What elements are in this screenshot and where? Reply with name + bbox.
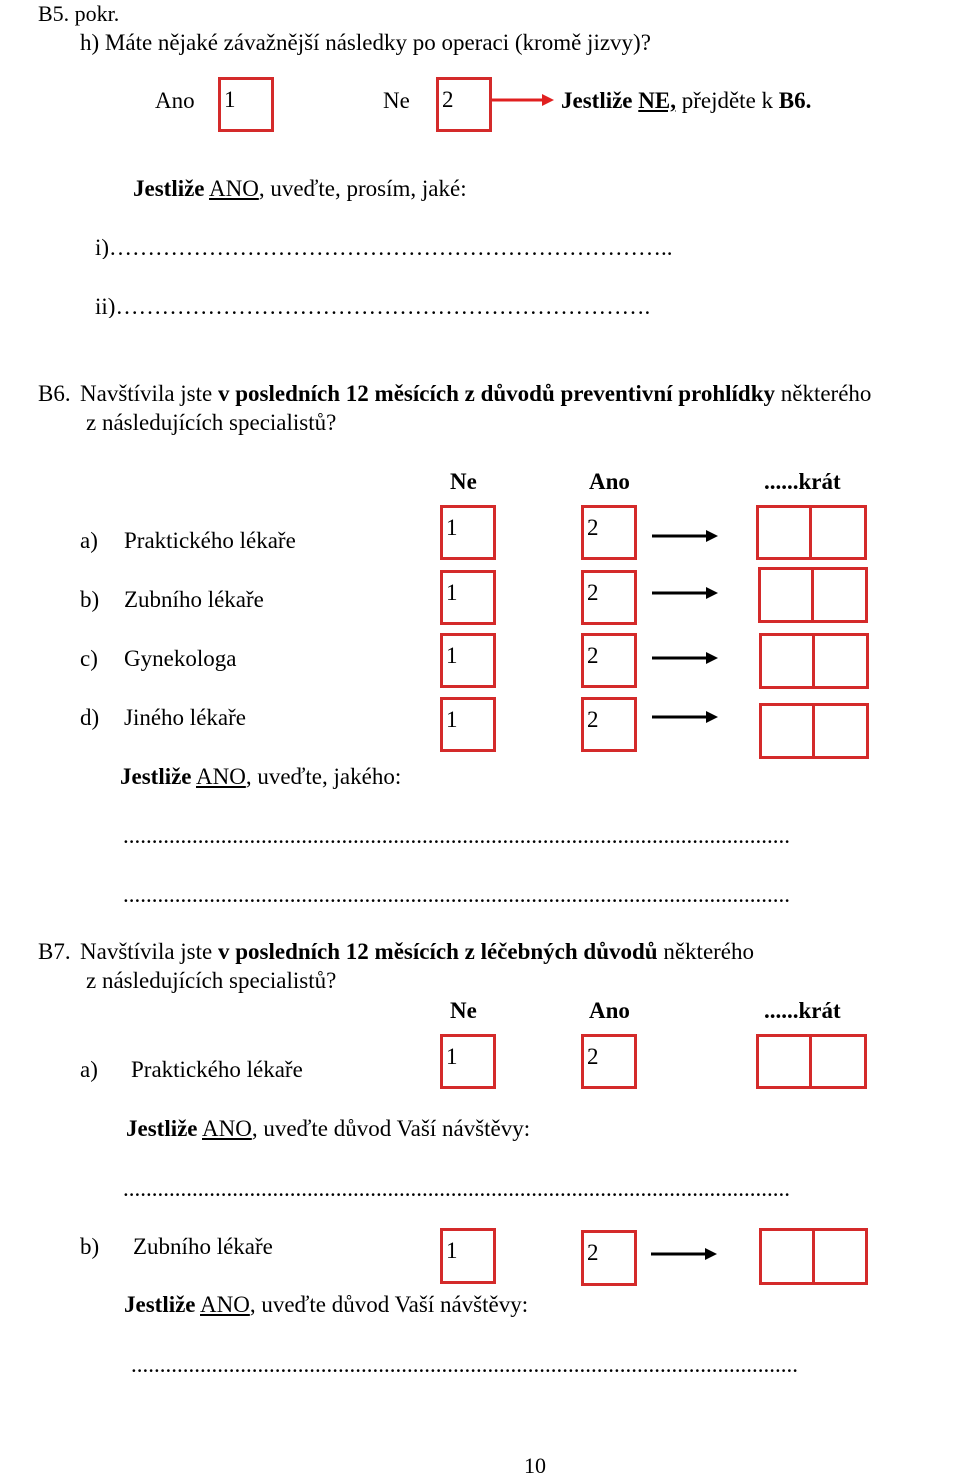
skip-rest: přejděte k: [681, 88, 774, 113]
b7-a-if-ano: ANO: [202, 1116, 252, 1141]
ne-code: 2: [442, 87, 454, 112]
b6-row-c-ne-code: 1: [446, 643, 458, 668]
answer-line-ii[interactable]: ii)…………………………………………………………….: [95, 295, 651, 318]
b6-row-d-ne-code: 1: [446, 707, 458, 732]
b6-row-d-ano-code: 2: [587, 707, 599, 732]
b7-a-answer-line[interactable]: ....................................................................................................................: [123, 1177, 790, 1200]
b6-row-b-letter: b): [80, 587, 100, 612]
b6-row-b-count-digit1[interactable]: [758, 567, 814, 623]
b6-col-ne: Ne: [450, 469, 477, 494]
b7-b-answer-line[interactable]: ....................................................................................................................: [131, 1353, 798, 1376]
b6-row-b-ne-code: 1: [446, 580, 458, 605]
b6-q-pre: Navštívila jste: [80, 381, 213, 406]
b7-row-a-ano-code: 2: [587, 1044, 599, 1069]
ano-label: Ano: [155, 88, 195, 113]
if-ano: ANO: [209, 176, 259, 201]
b7-col-krat: ......krát: [764, 998, 841, 1023]
b6-row-a-ano-checkbox[interactable]: [581, 505, 637, 560]
b6-row-c-ne-checkbox[interactable]: [440, 633, 496, 688]
b6-row-b-label: Zubního lékaře: [124, 587, 264, 612]
b6-question: [80, 382, 871, 405]
b7-b-if-label: Jestliže: [124, 1292, 196, 1317]
skip-instruction: [561, 89, 811, 112]
b7-row-a-count-digit1[interactable]: [756, 1034, 812, 1089]
arrow-right-icon: [651, 1246, 719, 1262]
b7-q-post: některého: [663, 939, 755, 964]
b6-row-b-ano-checkbox[interactable]: [581, 570, 637, 625]
answer-line-i[interactable]: i)………………………………………………………………..: [95, 236, 673, 259]
b7-row-b-label: Zubního lékaře: [133, 1234, 273, 1259]
b7-q-bold: v posledních 12 měsících z léčebných důvodů: [217, 939, 658, 964]
b6-row-a-label: Praktického lékaře: [124, 528, 296, 553]
b7-row-a-letter: a): [80, 1057, 98, 1082]
arrow-right-icon: [652, 650, 720, 666]
b7-row-b-count-digit1[interactable]: [759, 1228, 815, 1285]
b6-row-c-label: Gynekologa: [124, 646, 237, 671]
skip-target: B6.: [778, 88, 812, 113]
b6-row-c-ano-checkbox[interactable]: [581, 633, 637, 688]
red-arrow-icon: [492, 92, 556, 108]
b6-row-d-count-digit1[interactable]: [759, 703, 815, 759]
b6-if-rest: , uveďte, jakého:: [245, 764, 402, 789]
b6-if-label: Jestliže: [120, 764, 192, 789]
b6-row-d-ne-checkbox[interactable]: [440, 697, 496, 752]
if-label: Jestliže: [133, 176, 205, 201]
b6-row-c-ano-code: 2: [587, 643, 599, 668]
b6-row-a-count-digit1[interactable]: [756, 505, 812, 560]
b6-row-a-letter: a): [80, 528, 98, 553]
b7-row-b-ano-checkbox[interactable]: [581, 1230, 637, 1286]
b6-q-post: některého: [780, 381, 872, 406]
b6-row-b-ano-code: 2: [587, 580, 599, 605]
b6-row-a-ano-code: 2: [587, 515, 599, 540]
section-number-b7: B7.: [38, 939, 71, 964]
if-ano-instruction: [133, 177, 467, 200]
section-number-b6: B6.: [38, 381, 71, 406]
b6-if-ano: ANO: [196, 764, 246, 789]
b7-row-b-letter: b): [80, 1234, 100, 1259]
b6-row-a-ne-checkbox[interactable]: [440, 505, 496, 560]
b6-answer-line-1[interactable]: ....................................................................................................................: [123, 824, 790, 847]
b7-a-if-label: Jestliže: [126, 1116, 198, 1141]
skip-if-label: Jestliže: [561, 88, 633, 113]
arrow-right-icon: [652, 528, 720, 544]
ano-checkbox[interactable]: [218, 77, 274, 132]
b7-row-a-count-digit2[interactable]: [809, 1034, 867, 1089]
b7-a-if-rest: , uveďte důvod Vaší návštěvy:: [251, 1116, 531, 1141]
skip-ne: NE,: [638, 88, 676, 113]
ano-code: 1: [224, 87, 236, 112]
b7-col-ano: Ano: [589, 998, 630, 1023]
b7-row-b-ne-code: 1: [446, 1238, 458, 1263]
b7-b-if-ano-instruction: [124, 1293, 528, 1316]
b7-b-if-ano: ANO: [200, 1292, 250, 1317]
b7-b-if-rest: , uveďte důvod Vaší návštěvy:: [249, 1292, 529, 1317]
arrow-right-icon: [652, 709, 720, 725]
ne-label: Ne: [383, 88, 410, 113]
b6-col-krat: ......krát: [764, 469, 841, 494]
b7-row-b-ne-checkbox[interactable]: [440, 1228, 496, 1284]
b7-row-b-count-digit2[interactable]: [812, 1228, 868, 1285]
question-h: h) Máte nějaké závažnější následky po operaci (kromě jizvy)?: [80, 30, 651, 55]
page-number: 10: [524, 1453, 546, 1478]
b7-a-if-ano-instruction: [126, 1117, 530, 1140]
b6-row-c-count-digit1[interactable]: [759, 633, 815, 689]
b7-question: [80, 940, 754, 963]
b7-row-b-ano-code: 2: [587, 1240, 599, 1265]
b6-row-b-ne-checkbox[interactable]: [440, 570, 496, 625]
b6-row-c-letter: c): [80, 646, 98, 671]
b7-row-a-ne-code: 1: [446, 1044, 458, 1069]
b6-question-line2: z následujících specialistů?: [86, 410, 337, 435]
b6-row-d-label: Jiného lékaře: [124, 705, 246, 730]
b6-answer-line-2[interactable]: ....................................................................................................................: [123, 883, 790, 906]
b6-q-bold: v posledních 12 měsících z důvodů preventivní prohlídky: [217, 381, 775, 406]
b7-q-pre: Navštívila jste: [80, 939, 213, 964]
b7-row-a-ne-checkbox[interactable]: [440, 1034, 496, 1089]
b6-if-ano-instruction: [120, 765, 401, 788]
b6-row-a-ne-code: 1: [446, 515, 458, 540]
b6-row-d-ano-checkbox[interactable]: [581, 697, 637, 752]
b7-row-a-ano-checkbox[interactable]: [581, 1034, 637, 1089]
b6-row-d-letter: d): [80, 705, 100, 730]
b6-row-d-count-digit2[interactable]: [812, 703, 869, 759]
b6-row-a-count-digit2[interactable]: [809, 505, 867, 560]
b6-col-ano: Ano: [589, 469, 630, 494]
arrow-right-icon: [652, 585, 720, 601]
section-header-b5: B5. pokr.: [38, 1, 120, 26]
b7-row-a-label: Praktického lékaře: [131, 1057, 303, 1082]
ne-checkbox[interactable]: [436, 77, 492, 132]
if-rest: , uveďte, prosím, jaké:: [258, 176, 467, 201]
b6-row-c-count-digit2[interactable]: [812, 633, 869, 689]
b7-question-line2: z následujících specialistů?: [86, 968, 337, 993]
b7-col-ne: Ne: [450, 998, 477, 1023]
b6-row-b-count-digit2[interactable]: [811, 567, 868, 623]
